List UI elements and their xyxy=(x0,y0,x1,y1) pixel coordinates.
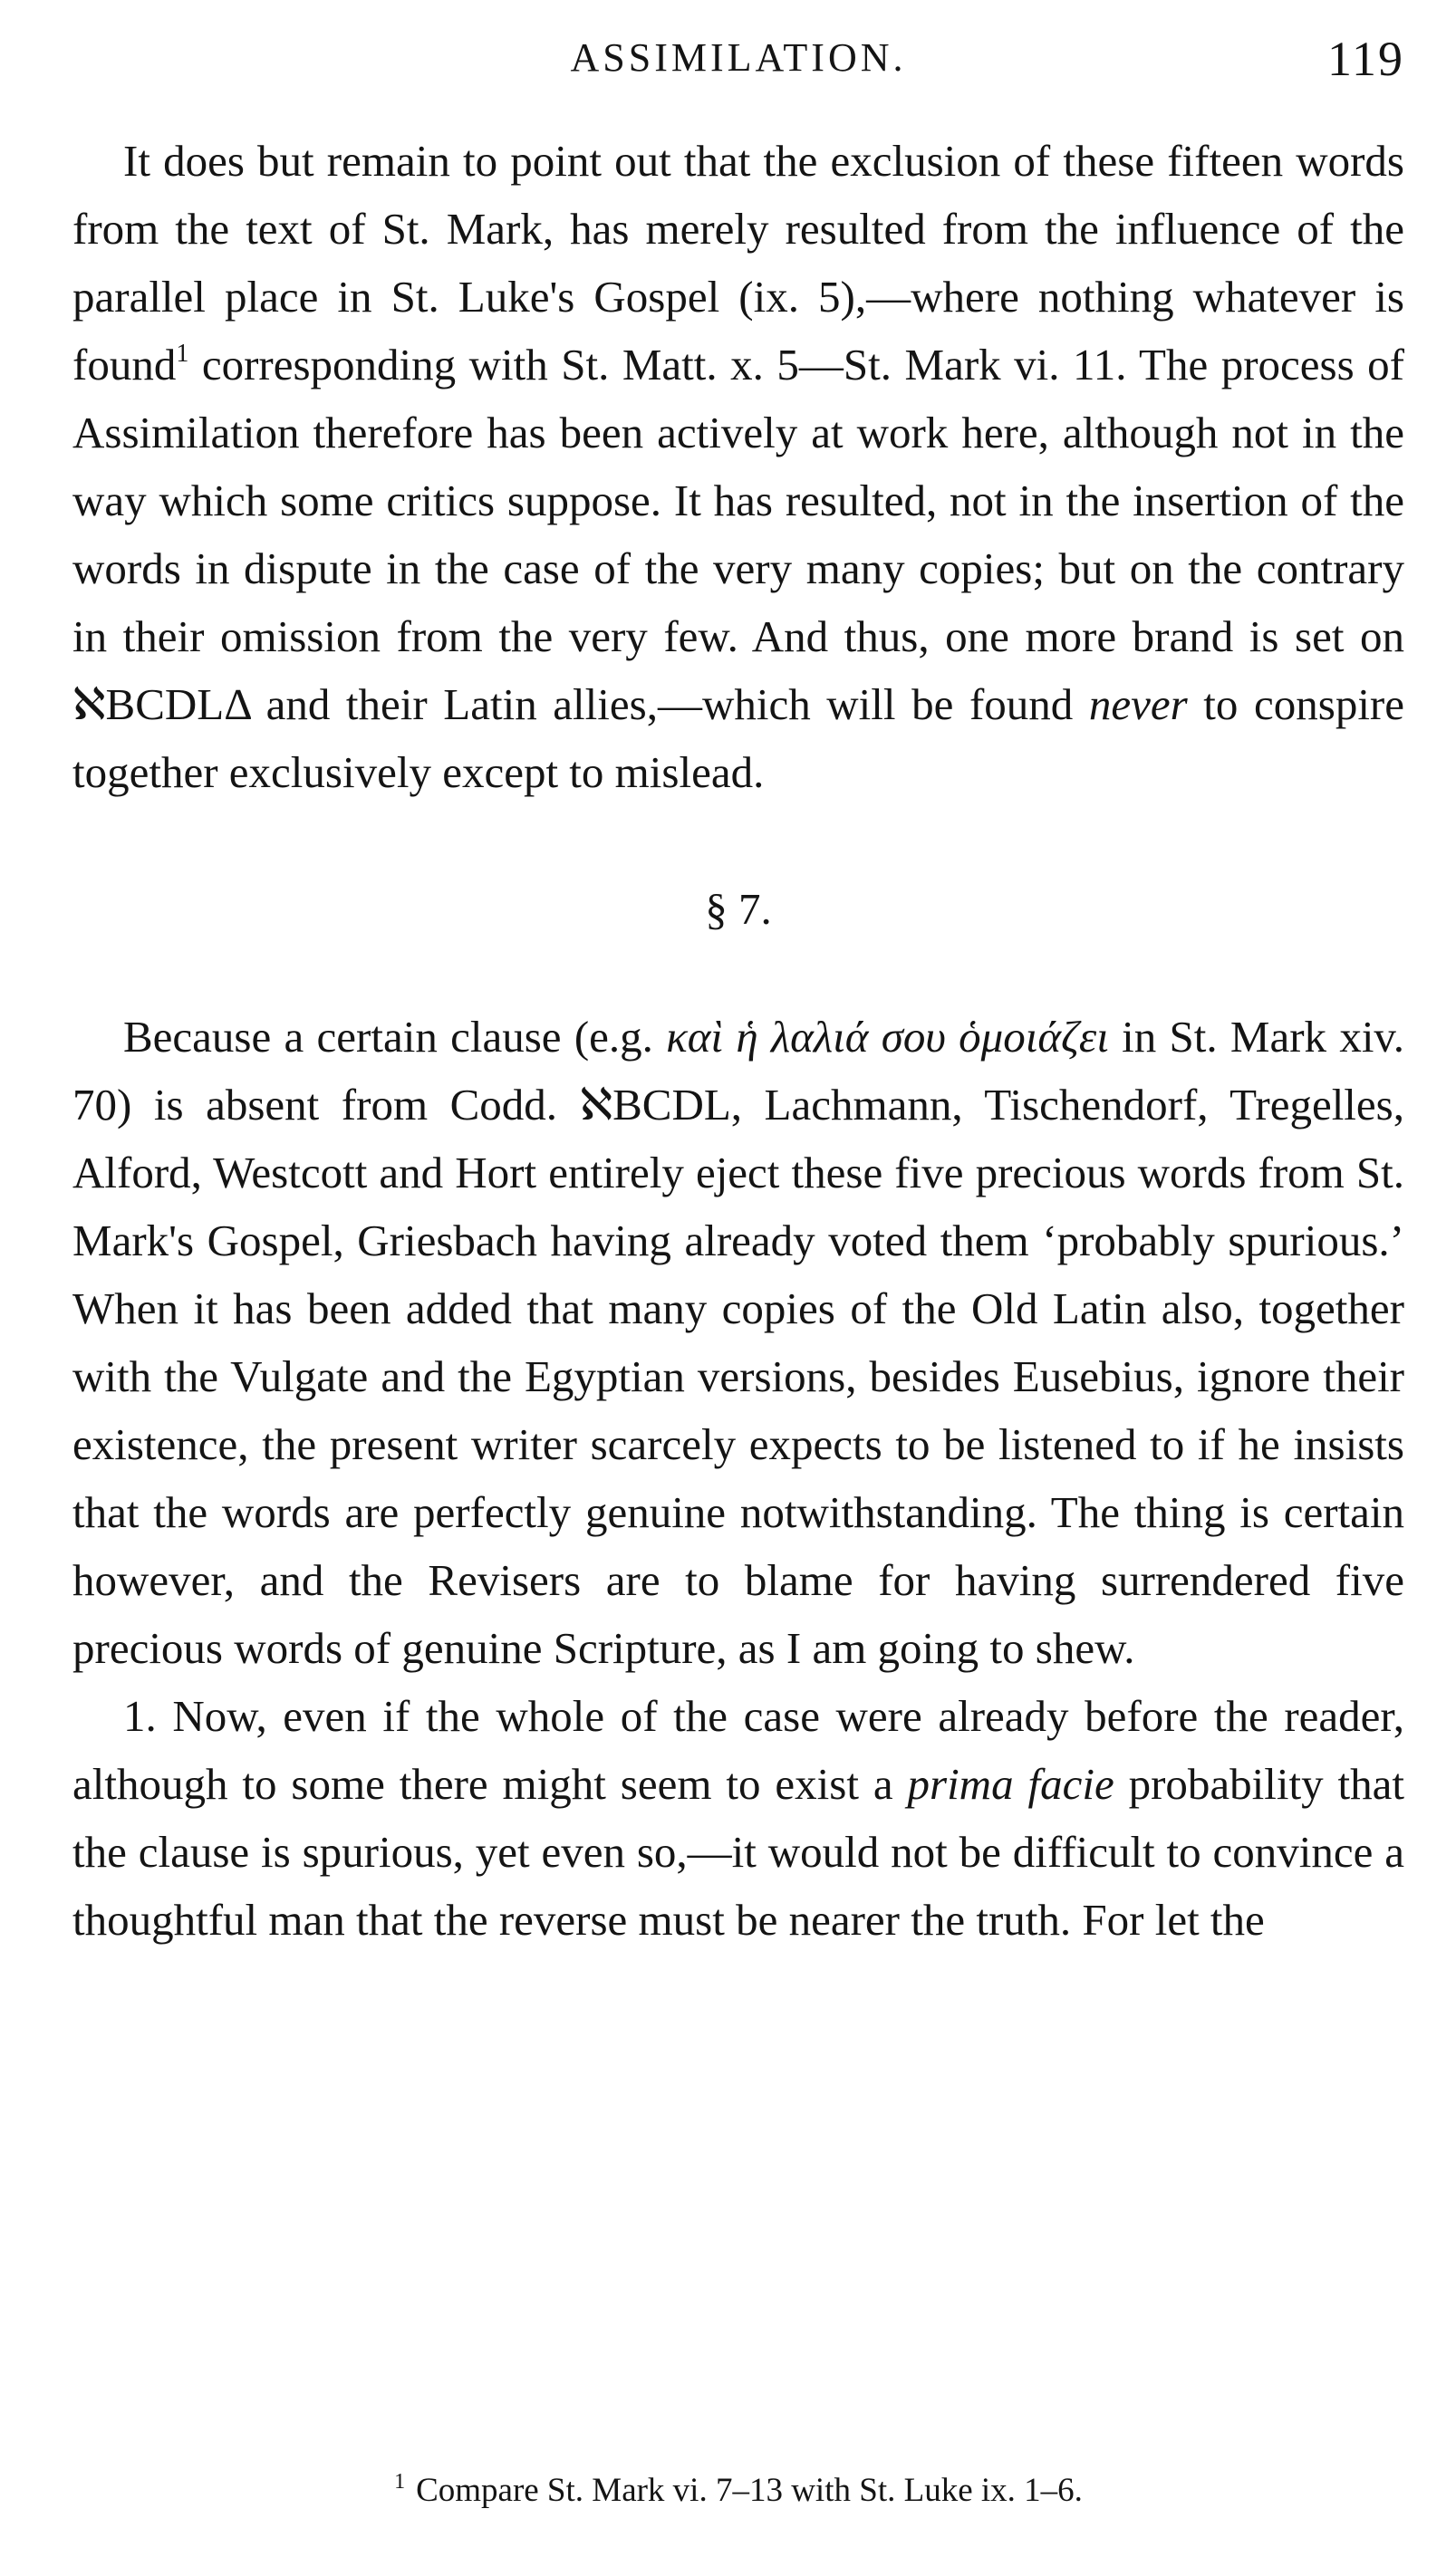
footnote-reference: 1 xyxy=(176,340,189,368)
italic-prima-facie: prima facie xyxy=(907,1759,1114,1809)
greek-clause: καὶ ἡ λαλιά σου ὁμοιάζει xyxy=(666,1012,1109,1062)
footnote-text: Compare St. Mark vi. 7–13 with St. Luke ix. 1–6. xyxy=(416,2472,1083,2509)
paragraph-3-text-b: probability that the clause is spurious, yet even so,—it would not be difficult to convince a thoughtful man that the reverse must be nearer the truth. For let the xyxy=(72,1759,1405,1945)
paragraph-3-number: 1. xyxy=(123,1691,157,1741)
body-text xyxy=(72,127,1404,1954)
paragraph-3-text-a: Now, even if the whole of the case were already before the reader, although to some there might seem to exist a xyxy=(72,1691,1404,1809)
paragraph-2-text-b: in St. Mark xiv. 70) is absent from Codd. ℵBCDL, Lachmann, Tischendorf, Tregelles, Alford, Westcott and Hort entirely eject these five precious words from St. Mark's Gospel, Griesbach having already voted them ‘probably spurious.’ When it has been added that many copies of the Old Latin also, together with the Vulgate and the Egyptian versions, besides Eusebius, ignore their existence, the present writer scarcely expects to be listened to if he insists that the words are perfectly genuine notwithstanding. The thing is certain however, and the Revisers are to blame for having surrendered five precious words of genuine Scripture, as I am going to shew. xyxy=(72,1012,1404,1673)
paragraph-2 xyxy=(72,1003,1404,1682)
paragraph-1 xyxy=(72,127,1404,806)
paragraph-1-text-b: corresponding with St. Matt. x. 5—St. Mark vi. 11. The process of Assimilation therefore has been actively at work here, although not in the way which some critics suppose. It has resulted, not in the insertion of the words in dispute in the case of the very many copies; but on the contrary in their omission from the very few. And thus, one more brand is set on ℵBCDLΔ and their Latin allies,—which will be found xyxy=(72,340,1404,729)
page-number: 119 xyxy=(1327,32,1404,86)
footnote xyxy=(72,2468,1404,2514)
running-head: ASSIMILATION. xyxy=(570,35,907,80)
section-heading: § 7. xyxy=(705,884,772,934)
paragraph-3 xyxy=(72,1682,1404,1954)
paragraph-1-text-c: to conspire together exclusively except to mislead. xyxy=(72,679,1404,797)
paragraph-1-text-a: It does but remain to point out that the exclusion of these fifteen words from the text of St. Mark, has merely resulted from the influence of the parallel place in St. Luke's Gospel (ix. 5),—where nothing whatever is found xyxy=(72,136,1404,389)
footnote-mark: 1 xyxy=(394,2470,406,2494)
page-header xyxy=(72,34,1404,107)
italic-never: never xyxy=(1088,679,1188,729)
paragraph-2-text-a: Because a certain clause (e.g. xyxy=(123,1012,667,1062)
